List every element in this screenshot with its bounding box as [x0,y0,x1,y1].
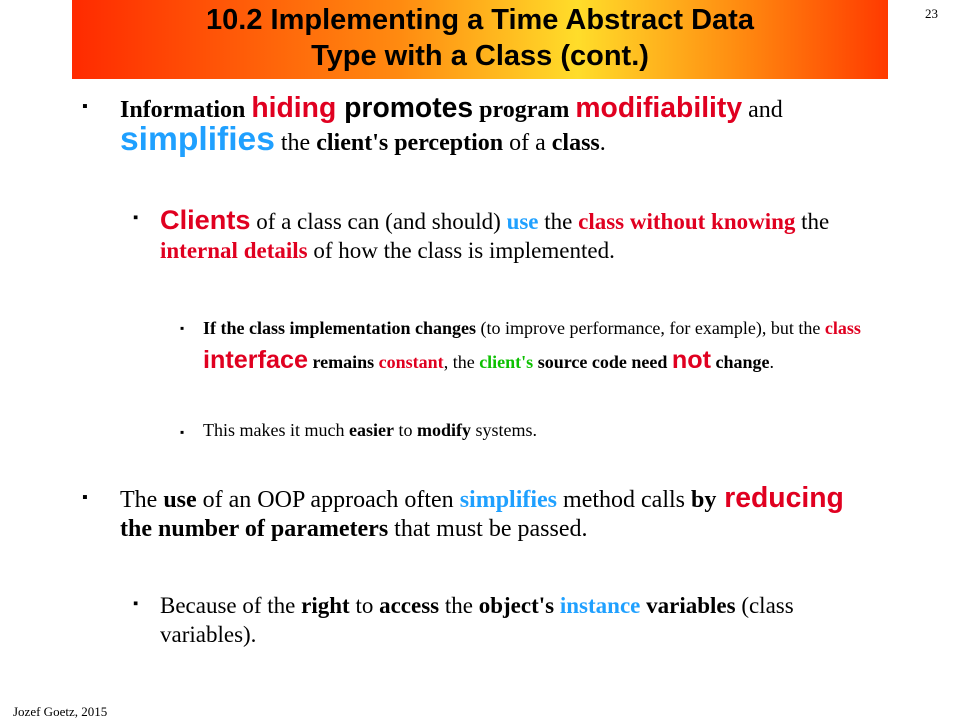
bullet-clients-of-class: Clients of a class can (and should) use the class without knowing the internal details of how the class is implemented. [160,204,830,263]
bullet-access-instance-variables: Because of the right to access the object's instance variables (class variables). [160,593,794,647]
bullet-square-icon: ▪ [180,321,185,335]
bullet-square-icon: ▪ [133,596,139,612]
bullet-square-icon: ▪ [180,425,185,439]
bullet-easier-to-modify: This makes it much easier to modify systems. [203,420,537,440]
footer-author: Jozef Goetz, 2015 [13,704,108,719]
slide-title-line-1: 10.2 Implementing a Time Abstract Data [206,4,754,36]
bullet-information-hiding: Information hiding promotes program modifiability and simplifies the client's perception of a class. [120,92,783,158]
slide-title-line-2: Type with a Class (cont.) [311,40,649,72]
slide-title-banner [72,0,888,79]
bullet-square-icon: ▪ [82,489,88,506]
slide-number: 23 [925,6,938,21]
bullet-square-icon: ▪ [133,210,139,226]
bullet-oop-approach: The use of an OOP approach often simplifies method calls by reducing the number of parameters that must be passed. [120,482,844,542]
bullet-implementation-changes: If the class implementation changes (to improve performance, for example), but the class interface remains constant, the client's source code need not change. [203,318,861,374]
bullet-square-icon: ▪ [82,98,88,115]
